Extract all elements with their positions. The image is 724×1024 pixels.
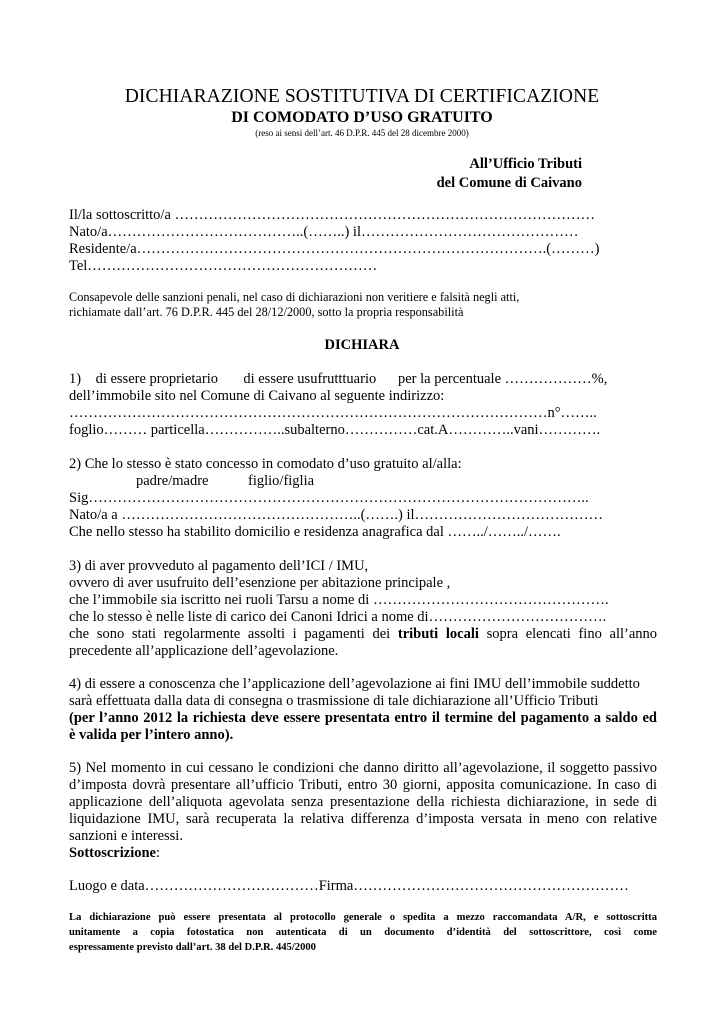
section-4-text: ) di essere a conoscenza che l’applicazione dell’agevolazione ai fini IMU dell’immobile suddetto bbox=[76, 676, 640, 692]
section-3-line-6: precedente all’applicazione dell’agevolazione. bbox=[69, 643, 339, 659]
document-title: DICHIARAZIONE SOSTITUTIVA DI CERTIFICAZIONE bbox=[124, 86, 600, 107]
section-3-line-2: ovvero di aver usufruito dell’esenzione per abitazione principale , bbox=[69, 575, 451, 591]
section-2-line-1 bbox=[69, 456, 462, 473]
section-2-text: ) Che lo stesso è stato concesso in comodato d’uso gratuito al/alla: bbox=[76, 456, 462, 472]
field-nato: Nato/a…………………………………..(……..) il……………………………………… bbox=[69, 224, 579, 240]
consapevole-line-2: richiamate dall’art. 76 D.P.R. 445 del 28/12/2000, sotto la propria responsabilità bbox=[69, 305, 464, 319]
tributi-locali-bold: tributi locali bbox=[397, 626, 479, 642]
section-1-address: ………………………………………………………………………………………n°…….. bbox=[69, 405, 597, 421]
section-4-bold-line-2: è valida per l’intero anno). bbox=[69, 727, 234, 743]
section-5-line-3: applicazione dell’aliquota agevolata senza presentazione della richiesta dichiarazione, in sede di bbox=[69, 794, 657, 810]
section-4-line-1 bbox=[69, 676, 640, 693]
option-figlio-figlia: figlio/figlia bbox=[248, 473, 315, 489]
field-tel: Tel…………………………………………………… bbox=[69, 258, 378, 274]
section-5-line-1 bbox=[69, 760, 657, 777]
section-3-line-5-b: sopra elencati fino all’anno bbox=[486, 626, 658, 642]
luogo-data-firma: Luogo e data………………………………Firma………………………………………………… bbox=[69, 878, 629, 894]
section-5-number: 5 bbox=[69, 760, 77, 776]
section-2-number: 2 bbox=[69, 456, 77, 472]
field-residente: Residente/a………………………………………………………………………….(………) bbox=[69, 241, 600, 257]
section-4-bold-line-1: (per l’anno 2012 la richiesta deve essere presentata entro il termine del pagamento a saldo ed bbox=[69, 710, 657, 726]
sottoscrizione-label: Sottoscrizione bbox=[69, 845, 156, 861]
section-2-sig: Sig………………………………………………………………………………………….. bbox=[69, 490, 589, 506]
section-1-number: 1 bbox=[69, 371, 77, 387]
field-sottoscritto: Il/la sottoscritto/a …………………………………………………………………………… bbox=[69, 207, 596, 223]
section-3-line-5 bbox=[69, 626, 657, 643]
section-1-line-1 bbox=[69, 371, 607, 388]
section-1-line-2: dell’immobile sito nel Comune di Caivano al seguente indirizzo: bbox=[69, 388, 445, 404]
document-subtitle: DI COMODATO D’USO GRATUITO bbox=[231, 109, 493, 126]
footer-line-1: La dichiarazione può essere presentata al protocollo generale o spedita a mezzo raccomandata A/R, e sottoscritta bbox=[69, 912, 657, 923]
section-2-nato: Nato/a a …………………………………………..(…….) il………………………………… bbox=[69, 507, 604, 523]
section-5-text: ) Nel momento in cui cessano le condizioni che danno diritto all’agevolazione, il soggetto passivo bbox=[76, 760, 657, 776]
section-1-cadastral: foglio……… particella……………..subalterno……………cat.A…………..vani…………. bbox=[69, 422, 601, 438]
legal-reference: (reso ai sensi dell’art. 46 D.P.R. 445 del 28 dicembre 2000) bbox=[255, 128, 469, 138]
sottoscrizione-colon: : bbox=[155, 845, 161, 861]
section-2-domicilio: Che nello stesso ha stabilito domicilio e residenza anagrafica dal ……../……../……. bbox=[69, 524, 561, 540]
section-4-number: 4 bbox=[69, 676, 77, 692]
section-4-line-2: sarà effettuata dalla data di consegna o trasmissione di tale dichiarazione all’Ufficio Tributi bbox=[69, 693, 599, 709]
option-padre-madre: padre/madre bbox=[136, 473, 209, 489]
section-3-line-5-a: che sono stati regolarmente assolti i pagamenti dei bbox=[69, 626, 391, 642]
section-5-line-5: sanzioni e interessi. bbox=[69, 828, 183, 844]
dichiara-heading: DICHIARA bbox=[324, 337, 400, 353]
recipient-office: All’Ufficio Tributi bbox=[469, 156, 582, 172]
section-3-line-4: che lo stesso è nelle liste di carico dei Canoni Idrici a nome di………………………………. bbox=[69, 609, 607, 625]
section-3-line-1: 3) di aver provveduto al pagamento dell’ICI / IMU, bbox=[69, 558, 369, 574]
sottoscrizione-heading bbox=[69, 845, 160, 862]
consapevole-line-1: Consapevole delle sanzioni penali, nel caso di dichiarazioni non veritiere e falsità negli atti, bbox=[69, 290, 520, 304]
section-3-line-3: che l’immobile sia iscritto nei ruoli Tarsu a nome di …………………………………………. bbox=[69, 592, 609, 608]
section-1-options: ) di essere proprietario di essere usufrutttuario per la percentuale ………………%, bbox=[76, 371, 608, 387]
footer-line-2: unitamente a copia fotostatica non autenticata di un documento d’identità del sottoscrittore, così come bbox=[69, 927, 657, 938]
footer-line-3: espressamente previsto dall’art. 38 del D.P.R. 445/2000 bbox=[69, 942, 316, 953]
recipient-municipality: del Comune di Caivano bbox=[436, 175, 582, 191]
section-5-line-2: d’imposta dovrà presentare all’ufficio Tributi, entro 30 giorni, apposita comunicazione. In caso di bbox=[69, 777, 657, 793]
section-5-line-4: liquidazione IMU, sarà recuperata la relativa differenza d’imposta versata in meno con relative bbox=[69, 811, 657, 827]
